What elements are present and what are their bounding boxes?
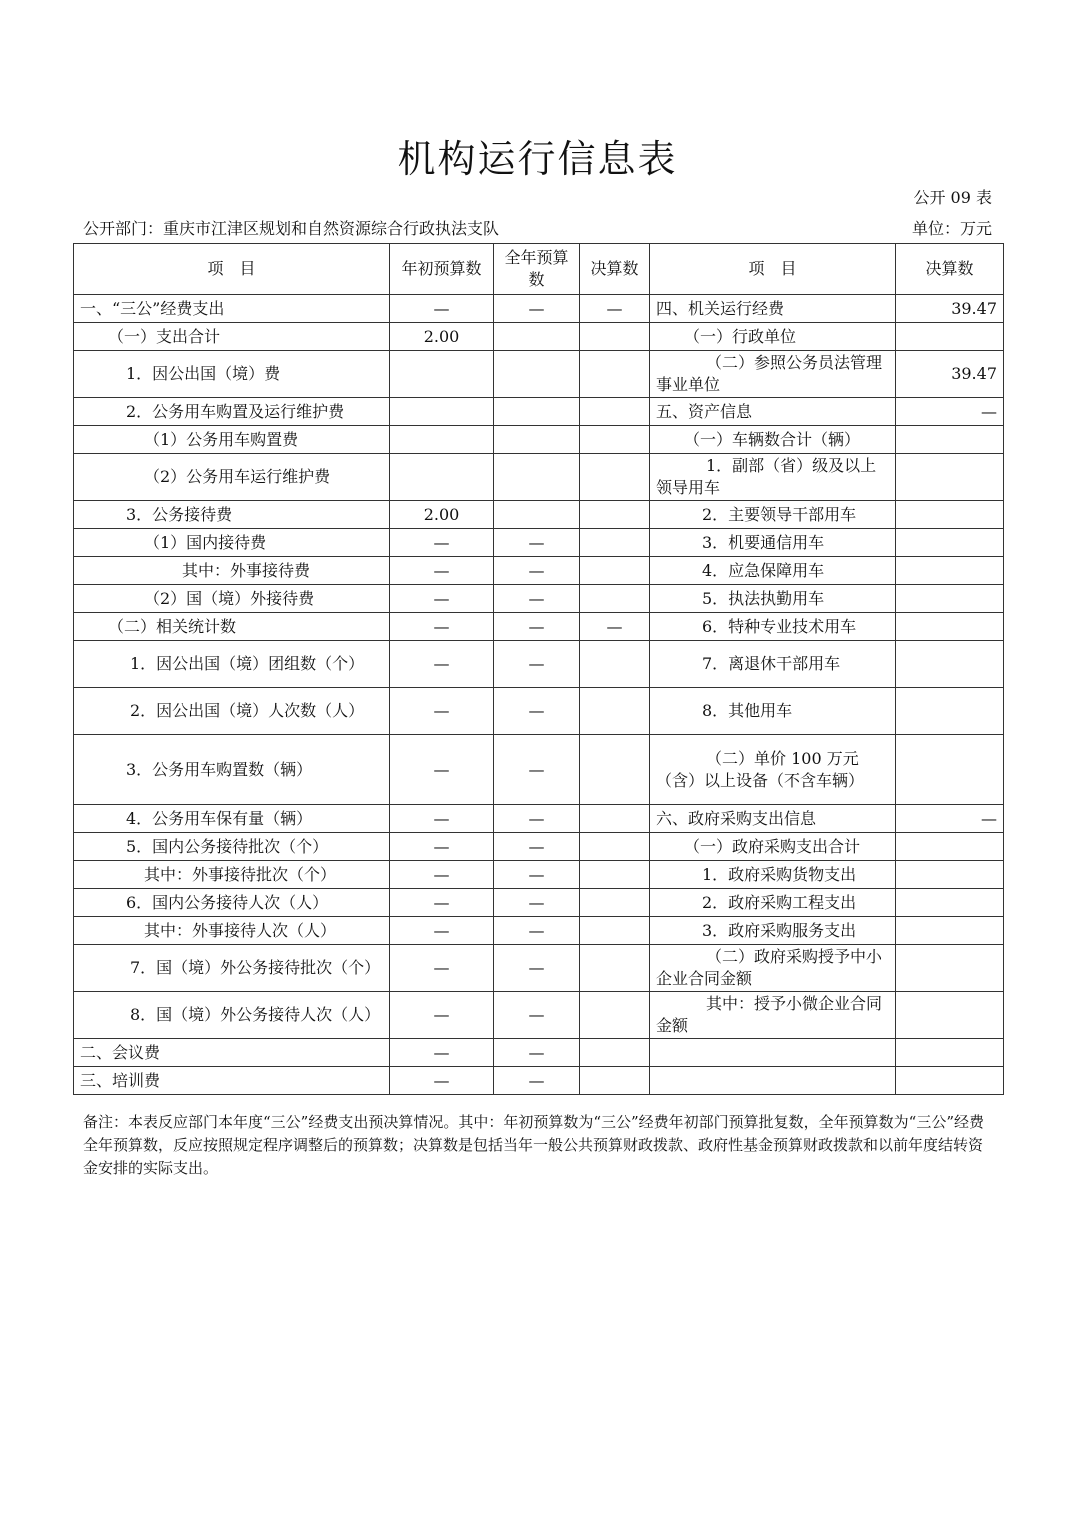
row-item-label: （1）国内接待费 xyxy=(74,529,390,557)
remark-note: 备注：本表反应部门本年度“三公”经费支出预决算情况。其中：年初预算数为“三公”经费年初部门预算批复数，全年预算数为“三公”经费全年预算数，反应按照规定程序调整后的预算数；决算数是包括当年一般公共预算财政拨款、政府性基金预算财政拨款和以前年度结转资金安排的实际支出。 xyxy=(83,1113,985,1177)
final2-cell xyxy=(896,557,1004,585)
final2-cell: — xyxy=(896,398,1004,426)
annual-budget-cell xyxy=(494,398,580,426)
row-item-label: 一、“三公”经费支出 xyxy=(74,295,390,323)
row-item-label: 1．因公出国（境）费 xyxy=(74,351,390,398)
table-row xyxy=(74,641,1004,688)
final2-cell xyxy=(896,889,1004,917)
row-item-label: 3．公务接待费 xyxy=(74,501,390,529)
final2-cell xyxy=(896,992,1004,1039)
final-cell xyxy=(580,1067,650,1095)
header-final-2: 决算数 xyxy=(896,244,1004,295)
table-row xyxy=(74,1039,1004,1067)
initial-budget-cell xyxy=(390,454,494,501)
table-row xyxy=(74,861,1004,889)
final2-cell xyxy=(896,1039,1004,1067)
row-item2-label: 3．政府采购服务支出 xyxy=(650,917,896,945)
row-item2-label: 2．政府采购工程支出 xyxy=(650,889,896,917)
row-item2-label: 五、资产信息 xyxy=(650,398,896,426)
final-cell xyxy=(580,945,650,992)
final2-cell: 39.47 xyxy=(896,295,1004,323)
row-item2-label: 5．执法执勤用车 xyxy=(650,585,896,613)
row-item2-label: 2．主要领导干部用车 xyxy=(650,501,896,529)
initial-budget-cell: 2.00 xyxy=(390,501,494,529)
row-item-label: 2．公务用车购置及运行维护费 xyxy=(74,398,390,426)
final-cell xyxy=(580,805,650,833)
table-row xyxy=(74,426,1004,454)
table-row xyxy=(74,351,1004,398)
row-item-label: 7．国（境）外公务接待批次（个） xyxy=(74,945,390,992)
annual-budget-cell: — xyxy=(494,557,580,585)
row-item-label: 三、培训费 xyxy=(74,1067,390,1095)
final-cell xyxy=(580,323,650,351)
row-item-label: 其中：外事接待人次（人） xyxy=(74,917,390,945)
initial-budget-cell: — xyxy=(390,585,494,613)
row-item-label: （二）相关统计数 xyxy=(74,613,390,641)
table-row xyxy=(74,529,1004,557)
header-initial-budget: 年初预算数 xyxy=(390,244,494,295)
annual-budget-cell: — xyxy=(494,992,580,1039)
header-annual-budget: 全年预算数 xyxy=(494,244,580,295)
final2-cell xyxy=(896,323,1004,351)
row-item2-label: 3．机要通信用车 xyxy=(650,529,896,557)
row-item-label: 3．公务用车购置数（辆） xyxy=(74,735,390,805)
row-item2-label: 1．副部（省）级及以上领导用车 xyxy=(650,454,896,501)
initial-budget-cell: — xyxy=(390,1039,494,1067)
row-item2-label: 4．应急保障用车 xyxy=(650,557,896,585)
table-row xyxy=(74,945,1004,992)
initial-budget-cell: — xyxy=(390,557,494,585)
initial-budget-cell: — xyxy=(390,688,494,735)
annual-budget-cell: — xyxy=(494,735,580,805)
table-row xyxy=(74,992,1004,1039)
row-item-label: 二、会议费 xyxy=(74,1039,390,1067)
table-row xyxy=(74,1067,1004,1095)
annual-budget-cell: — xyxy=(494,861,580,889)
annual-budget-cell: — xyxy=(494,295,580,323)
table-row xyxy=(74,613,1004,641)
table-row xyxy=(74,398,1004,426)
final-cell xyxy=(580,889,650,917)
form-number: 公开 09 表 xyxy=(913,188,992,207)
table-row xyxy=(74,557,1004,585)
annual-budget-cell: — xyxy=(494,585,580,613)
annual-budget-cell: — xyxy=(494,1067,580,1095)
annual-budget-cell: — xyxy=(494,688,580,735)
row-item2-label: 1．政府采购货物支出 xyxy=(650,861,896,889)
annual-budget-cell xyxy=(494,426,580,454)
row-item-label: 8．国（境）外公务接待人次（人） xyxy=(74,992,390,1039)
final-cell xyxy=(580,735,650,805)
annual-budget-cell xyxy=(494,351,580,398)
final-cell xyxy=(580,351,650,398)
annual-budget-cell xyxy=(494,323,580,351)
row-item-label: 其中：外事接待费 xyxy=(74,557,390,585)
header-item-2: 项 目 xyxy=(650,244,896,295)
final2-cell xyxy=(896,833,1004,861)
header-item: 项 目 xyxy=(74,244,390,295)
final2-cell xyxy=(896,735,1004,805)
final-cell: — xyxy=(580,613,650,641)
row-item2-label: 6．特种专业技术用车 xyxy=(650,613,896,641)
initial-budget-cell: — xyxy=(390,805,494,833)
final2-cell xyxy=(896,501,1004,529)
row-item2-label xyxy=(650,1039,896,1067)
final-cell xyxy=(580,833,650,861)
final-cell xyxy=(580,917,650,945)
info-table xyxy=(73,243,1004,1095)
annual-budget-cell: — xyxy=(494,917,580,945)
row-item2-label: 其中：授予小微企业合同金额 xyxy=(650,992,896,1039)
final-cell xyxy=(580,688,650,735)
row-item2-label: （一）行政单位 xyxy=(650,323,896,351)
initial-budget-cell: — xyxy=(390,295,494,323)
initial-budget-cell: — xyxy=(390,833,494,861)
table-row xyxy=(74,454,1004,501)
initial-budget-cell xyxy=(390,398,494,426)
row-item-label: 其中：外事接待批次（个） xyxy=(74,861,390,889)
initial-budget-cell: — xyxy=(390,917,494,945)
final2-cell xyxy=(896,529,1004,557)
table-row xyxy=(74,295,1004,323)
initial-budget-cell: — xyxy=(390,529,494,557)
row-item2-label: 7．离退休干部用车 xyxy=(650,641,896,688)
row-item2-label: 六、政府采购支出信息 xyxy=(650,805,896,833)
annual-budget-cell: — xyxy=(494,529,580,557)
annual-budget-cell: — xyxy=(494,889,580,917)
row-item-label: 1．因公出国（境）团组数（个） xyxy=(74,641,390,688)
unit-label: 单位：万元 xyxy=(911,219,992,238)
final-cell xyxy=(580,426,650,454)
final-cell xyxy=(580,398,650,426)
row-item2-label: （二）参照公务员法管理事业单位 xyxy=(650,351,896,398)
final-cell xyxy=(580,557,650,585)
annual-budget-cell: — xyxy=(494,1039,580,1067)
table-row xyxy=(74,833,1004,861)
initial-budget-cell: — xyxy=(390,641,494,688)
table-row xyxy=(74,917,1004,945)
row-item-label: 4．公务用车保有量（辆） xyxy=(74,805,390,833)
row-item2-label: （二）政府采购授予中小企业合同金额 xyxy=(650,945,896,992)
row-item-label: （2）国（境）外接待费 xyxy=(74,585,390,613)
row-item-label: 2．因公出国（境）人次数（人） xyxy=(74,688,390,735)
final2-cell xyxy=(896,454,1004,501)
annual-budget-cell: — xyxy=(494,945,580,992)
final2-cell xyxy=(896,613,1004,641)
table-row xyxy=(74,805,1004,833)
initial-budget-cell xyxy=(390,351,494,398)
header-final: 决算数 xyxy=(580,244,650,295)
final-cell xyxy=(580,585,650,613)
row-item2-label: （一）政府采购支出合计 xyxy=(650,833,896,861)
final-cell xyxy=(580,529,650,557)
row-item2-label: 四、机关运行经费 xyxy=(650,295,896,323)
final2-cell xyxy=(896,688,1004,735)
final2-cell: 39.47 xyxy=(896,351,1004,398)
final2-cell xyxy=(896,641,1004,688)
table-row xyxy=(74,889,1004,917)
page-title: 机构运行信息表 xyxy=(397,137,678,181)
table-row xyxy=(74,323,1004,351)
final2-cell xyxy=(896,861,1004,889)
row-item-label: （1）公务用车购置费 xyxy=(74,426,390,454)
initial-budget-cell: — xyxy=(390,992,494,1039)
annual-budget-cell: — xyxy=(494,805,580,833)
table-row xyxy=(74,585,1004,613)
row-item2-label: 8．其他用车 xyxy=(650,688,896,735)
final-cell xyxy=(580,861,650,889)
initial-budget-cell: — xyxy=(390,945,494,992)
row-item-label: （2）公务用车运行维护费 xyxy=(74,454,390,501)
final-cell xyxy=(580,641,650,688)
department-label: 公开部门：重庆市江津区规划和自然资源综合行政执法支队 xyxy=(83,219,500,238)
final2-cell xyxy=(896,1067,1004,1095)
row-item2-label xyxy=(650,1067,896,1095)
final-cell xyxy=(580,1039,650,1067)
row-item2-label: （二）单价 100 万元（含）以上设备（不含车辆） xyxy=(650,735,896,805)
table-row xyxy=(74,688,1004,735)
initial-budget-cell: — xyxy=(390,613,494,641)
initial-budget-cell: — xyxy=(390,889,494,917)
table-row xyxy=(74,735,1004,805)
annual-budget-cell xyxy=(494,501,580,529)
final-cell xyxy=(580,992,650,1039)
row-item-label: 5．国内公务接待批次（个） xyxy=(74,833,390,861)
annual-budget-cell: — xyxy=(494,613,580,641)
row-item-label: （一）支出合计 xyxy=(74,323,390,351)
initial-budget-cell: — xyxy=(390,861,494,889)
initial-budget-cell: 2.00 xyxy=(390,323,494,351)
initial-budget-cell: — xyxy=(390,1067,494,1095)
final2-cell xyxy=(896,426,1004,454)
annual-budget-cell xyxy=(494,454,580,501)
final2-cell: — xyxy=(896,805,1004,833)
final2-cell xyxy=(896,945,1004,992)
initial-budget-cell: — xyxy=(390,735,494,805)
row-item2-label: （一）车辆数合计（辆） xyxy=(650,426,896,454)
final-cell xyxy=(580,501,650,529)
annual-budget-cell: — xyxy=(494,641,580,688)
final-cell: — xyxy=(580,295,650,323)
final-cell xyxy=(580,454,650,501)
initial-budget-cell xyxy=(390,426,494,454)
annual-budget-cell: — xyxy=(494,833,580,861)
final2-cell xyxy=(896,585,1004,613)
table-row xyxy=(74,501,1004,529)
final2-cell xyxy=(896,917,1004,945)
row-item-label: 6．国内公务接待人次（人） xyxy=(74,889,390,917)
